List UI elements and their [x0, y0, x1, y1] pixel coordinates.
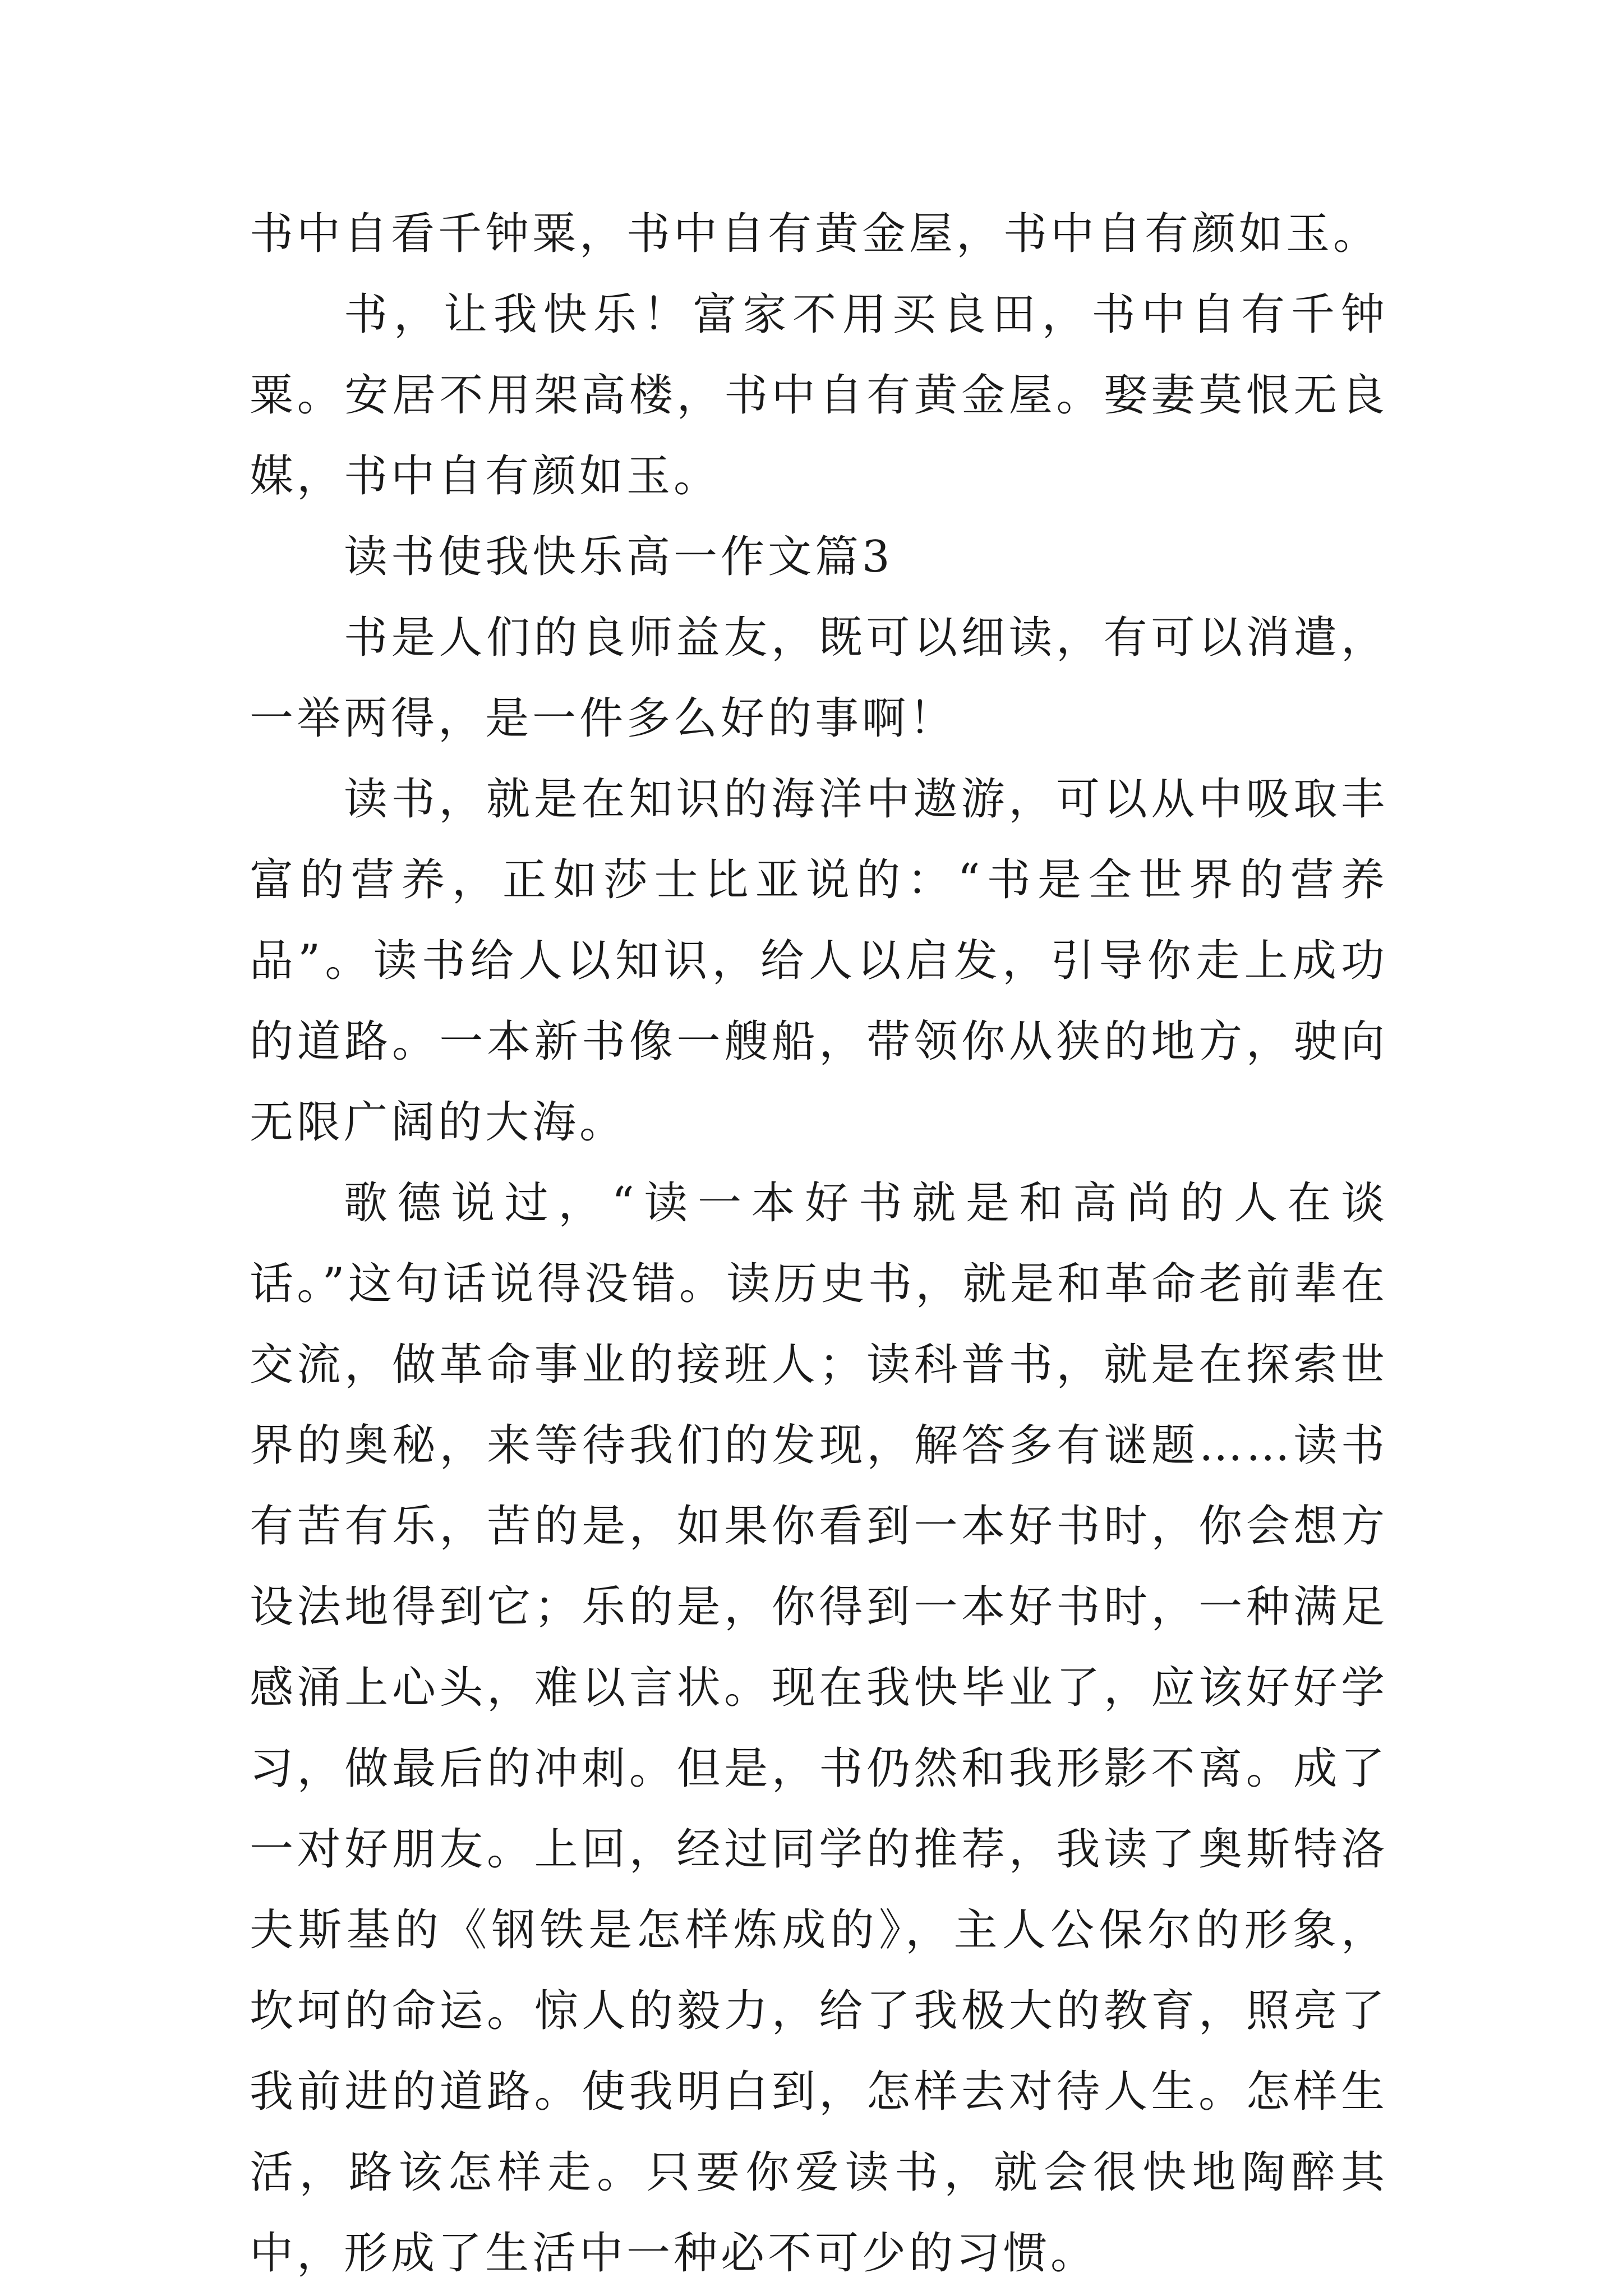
- document-body: [250, 194, 1388, 2294]
- paragraph-reading-joy: 书，让我快乐！富家不用买良田，书中自有千钟粟。安居不用架高楼，书中自有黄金屋。娶妻莫恨无良媒，书中自有颜如玉。: [250, 289, 1388, 501]
- paragraph-opening-line: 书中自看千钟粟，书中自有黄金屋，书中自有颜如玉。: [250, 209, 1381, 259]
- essay-heading: 读书使我快乐高一作文篇3: [344, 532, 893, 582]
- paragraph-goethe: 歌德说过，“读一本好书就是和高尚的人在谈话。”这句话说得没错。读历史书，就是和革命老前辈在交流，做革命事业的接班人；读科普书，就是在探索世界的奥秘，来等待我们的发现，解答多有谜题……读书有苦有乐，苦的是，如果你看到一本好书时，你会想方设法地得到它；乐的是，你得到一本好书时，一种满足感涌上心头，难以言状。现在我快毕业了，应该好好学习，做最后的冲刺。但是，书仍然和我形影不离。成了一对好朋友。上回，经过同学的推荐，我读了奥斯特洛夫斯基的《钢铁是怎样炼成的》，主人公保尔的形象，坎坷的命运。惊人的毅力，给了我极大的教育，照亮了我前进的道路。使我明白到，怎样去对待人生。怎样生活，路该怎样走。只要你爱读书，就会很快地陶醉其中，形成了生活中一种必不可少的习惯。: [250, 1178, 1388, 2279]
- paragraph-good-teacher: 书是人们的良师益友，既可以细读，有可以消遣，一举两得，是一件多么好的事啊！: [250, 613, 1388, 744]
- paragraph-ocean-of-knowledge: 读书，就是在知识的海洋中遨游，可以从中吸取丰富的营养，正如莎士比亚说的：“书是全世界的营养品”。读书给人以知识，给人以启发，引导你走上成功的道路。一本新书像一艘船，带领你从狭的地方，驶向无限广阔的大海。: [250, 774, 1388, 1148]
